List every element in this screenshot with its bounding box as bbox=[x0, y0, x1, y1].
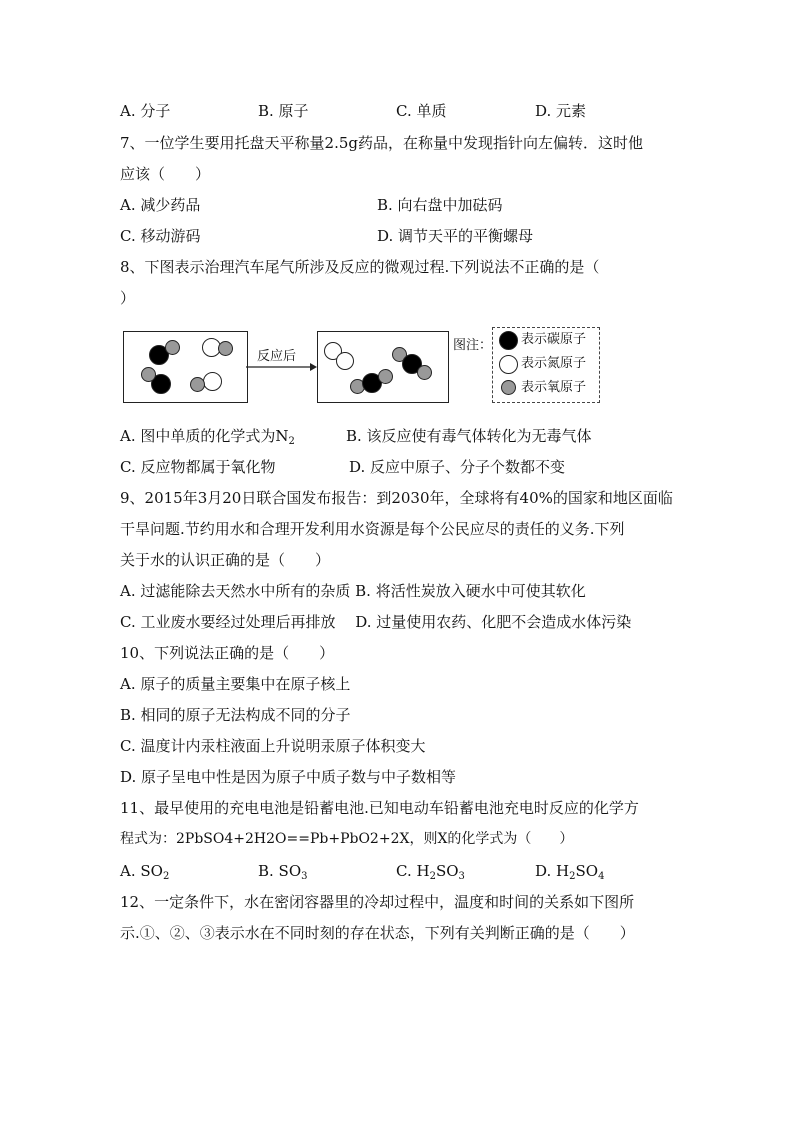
reaction-arrow-icon bbox=[246, 361, 318, 373]
legend-box bbox=[492, 327, 600, 403]
q10-option-b: B. 相同的原子无法构成不同的分子 bbox=[120, 706, 351, 724]
q10-option-a: A. 原子的质量主要集中在原子核上 bbox=[120, 675, 351, 693]
q9-options-ab: A. 过滤能除去天然水中所有的杂质 B. 将活性炭放入硬水中可使其软化 bbox=[120, 582, 586, 600]
q8-stem-line-2: ） bbox=[120, 289, 136, 307]
q7-option-a: A. 减少药品 bbox=[120, 196, 201, 214]
q8-option-a: A. 图中单质的化学式为$N_2$ bbox=[120, 427, 295, 447]
q10-stem: 10、下列说法正确的是（ ） bbox=[120, 644, 335, 662]
q9-options-cd: C. 工业废水要经过处理后再排放 D. 过量使用农药、化肥不会造成水体污染 bbox=[120, 613, 632, 631]
arrow-label: 反应后 bbox=[257, 349, 297, 364]
q8-option-c: C. 反应物都属于氧化物 bbox=[120, 458, 276, 476]
q10-option-c: C. 温度计内汞柱液面上升说明汞原子体积变大 bbox=[120, 737, 426, 755]
q11-stem-line-1: 11、最早使用的充电电池是铅蓄电池.已知电动车铅蓄电池充电时反应的化学方 bbox=[120, 799, 639, 817]
q6-option-b: B. 原子 bbox=[258, 102, 309, 120]
q11-option-a: A. $SO_2$ bbox=[120, 862, 170, 882]
q12-stem-line-1: 12、一定条件下，水在密闭容器里的冷却过程中，温度和时间的关系如下图所 bbox=[120, 893, 635, 911]
oxygen-legend-icon bbox=[501, 380, 516, 395]
q12-stem-line-2: 示.①、②、③表示水在不同时刻的存在状态，下列有关判断正确的是（ ） bbox=[120, 924, 635, 942]
q6-option-a: A. 分子 bbox=[120, 102, 171, 120]
q11-option-b: B. $SO_3$ bbox=[258, 862, 308, 882]
q6-option-c: C. 单质 bbox=[396, 102, 447, 120]
legend-nitrogen-label: 表示氮原子 bbox=[521, 356, 587, 371]
oxygen-atom bbox=[190, 377, 205, 392]
oxygen-atom bbox=[417, 365, 432, 380]
q11-option-d: D. $H_2SO_4$ bbox=[535, 862, 605, 882]
q9-stem-line-1: 9、2015年3月20日联合国发布报告：到2030年，全球将有40%的国家和地区面临 bbox=[120, 489, 673, 507]
q8-option-d: D. 反应中原子、分子个数都不变 bbox=[349, 458, 566, 476]
before-reaction-box bbox=[123, 331, 248, 403]
q7-option-c: C. 移动游码 bbox=[120, 227, 201, 245]
oxygen-atom bbox=[218, 341, 233, 356]
oxygen-atom bbox=[165, 340, 180, 355]
q7-stem-line-2: 应该（ ） bbox=[120, 165, 211, 183]
q7-stem-line-1: 7、一位学生要用托盘天平称量2.5g药品，在称量中发现指针向左偏转．这时他 bbox=[120, 134, 644, 152]
q9-stem-line-3: 关于水的认识正确的是（ ） bbox=[120, 551, 331, 569]
legend-oxygen-label: 表示氧原子 bbox=[521, 380, 587, 395]
q7-option-d: D. 调节天平的平衡螺母 bbox=[377, 227, 534, 245]
after-reaction-box bbox=[317, 331, 449, 403]
carbon-legend-icon bbox=[499, 331, 518, 350]
q8-option-b: B. 该反应使有毒气体转化为无毒气体 bbox=[346, 427, 592, 445]
legend-carbon-label: 表示碳原子 bbox=[521, 332, 587, 347]
nitrogen-atom bbox=[336, 352, 354, 370]
oxygen-atom bbox=[378, 369, 393, 384]
q9-stem-line-2: 干旱问题.节约用水和合理开发利用水资源是每个公民应尽的责任的义务.下列 bbox=[120, 520, 625, 538]
nitrogen-legend-icon bbox=[499, 355, 518, 374]
q11-option-c: C. $H_2SO_3$ bbox=[396, 862, 465, 882]
nitrogen-atom bbox=[203, 372, 222, 391]
q10-option-d: D. 原子呈电中性是因为原子中质子数与中子数相等 bbox=[120, 768, 457, 786]
q11-stem-line-2: 程式为：2PbSO4+2H2O==Pb+PbO2+2X，则X的化学式为（ ） bbox=[120, 831, 574, 847]
q7-option-b: B. 向右盘中加砝码 bbox=[377, 196, 503, 214]
legend-title: 图注： bbox=[453, 338, 493, 353]
q6-option-d: D. 元素 bbox=[535, 102, 587, 120]
q8-stem-line-1: 8、下图表示治理汽车尾气所涉及反应的微观过程.下列说法不正确的是（ bbox=[120, 258, 600, 276]
oxygen-atom bbox=[141, 367, 156, 382]
